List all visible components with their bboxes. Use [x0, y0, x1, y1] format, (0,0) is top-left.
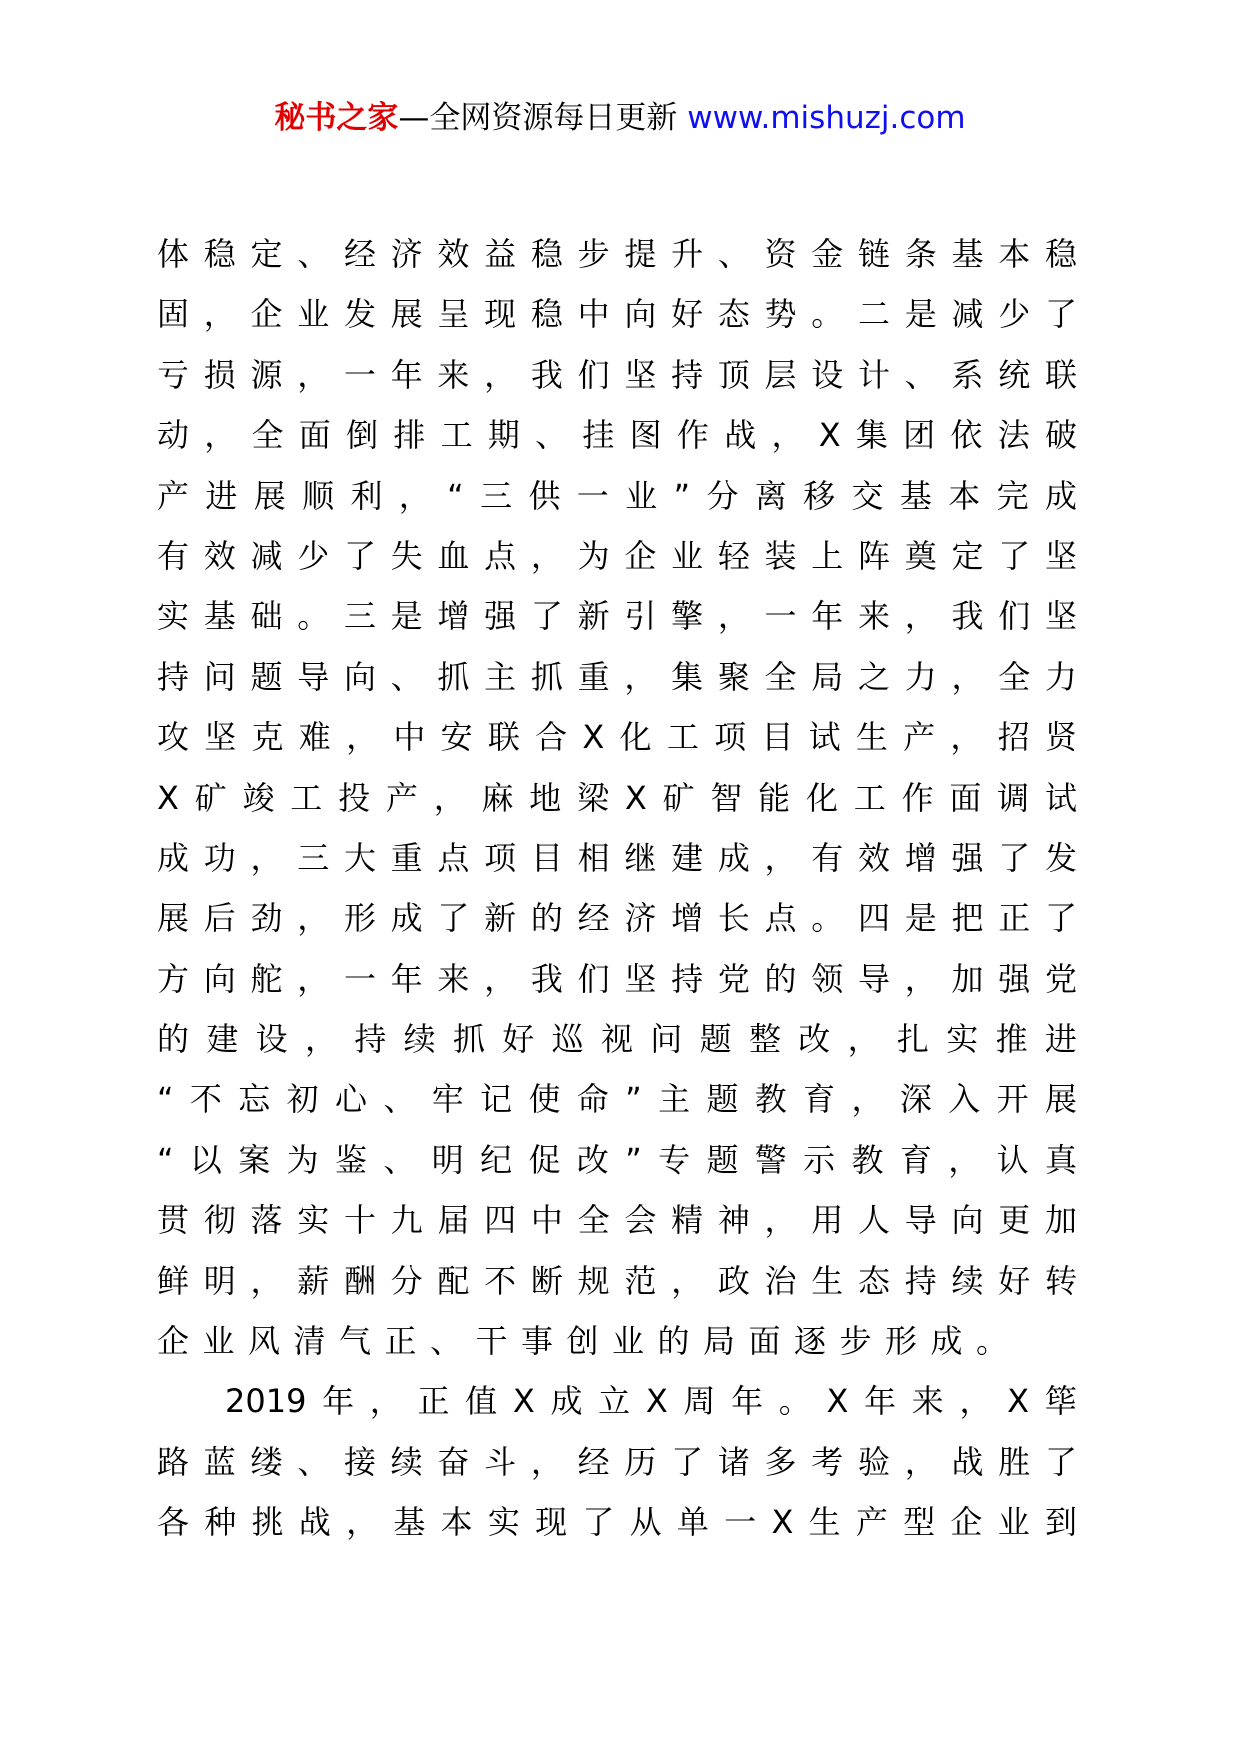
- site-header: [0, 98, 1240, 138]
- paragraph-end-line: 企业风清气正、干事创业的局面逐步形成。: [157, 1322, 1022, 1361]
- text-line: 各 种 挑 战 ， 基 本 实 现 了 从 单 一 X 生 产 型 企 业 到: [157, 1503, 1077, 1542]
- text-line: X 矿 竣 工 投 产 ， 麻 地 梁 X 矿 智 能 化 工 作 面 调 试: [157, 778, 1077, 817]
- text-line: 鲜 明 ， 薪 酬 分 配 不 断 规 范 ， 政 治 生 态 持 续 好 转: [157, 1261, 1077, 1300]
- site-url-link[interactable]: www.mishuzj.com: [687, 100, 966, 136]
- text-line: 攻 坚 克 难 ， 中 安 联 合 X 化 工 项 目 试 生 产 ， 招 贤: [157, 718, 1077, 757]
- text-line: 成 功 ， 三 大 重 点 项 目 相 继 建 成 ， 有 效 增 强 了 发: [157, 838, 1077, 877]
- text-line: “ 不 忘 初 心 、 牢 记 使 命 ” 主 题 教 育 ， 深 入 开 展: [157, 1080, 1077, 1119]
- text-line: 有 效 减 少 了 失 血 点 ， 为 企 业 轻 装 上 阵 奠 定 了 坚: [157, 536, 1077, 575]
- text-line: 亏 损 源 ， 一 年 来 ， 我 们 坚 持 顶 层 设 计 、 系 统 联: [157, 355, 1077, 394]
- text-line: 实 基 础 。 三 是 增 强 了 新 引 擎 ， 一 年 来 ， 我 们 坚: [157, 597, 1077, 636]
- text-line: “ 以 案 为 鉴 、 明 纪 促 改 ” 专 题 警 示 教 育 ， 认 真: [157, 1140, 1077, 1179]
- site-slogan: —全网资源每日更新: [398, 100, 688, 136]
- document-body: [157, 224, 1077, 1553]
- text-line: 的 建 设 ， 持 续 抓 好 巡 视 问 题 整 改 ， 扎 实 推 进: [157, 1020, 1077, 1059]
- text-line: 固 ， 企 业 发 展 呈 现 稳 中 向 好 态 势 。 二 是 减 少 了: [157, 295, 1077, 334]
- text-line: 动 ， 全 面 倒 排 工 期 、 挂 图 作 战 ， X 集 团 依 法 破: [157, 416, 1077, 455]
- text-line: 贯 彻 落 实 十 九 届 四 中 全 会 精 神 ， 用 人 导 向 更 加: [157, 1201, 1077, 1240]
- paragraph-first-line: 2019 年 ， 正 值 X 成 立 X 周 年 。 X 年 来 ， X 筚: [225, 1382, 1077, 1421]
- text-line: 产 进 展 顺 利 ， “ 三 供 一 业 ” 分 离 移 交 基 本 完 成: [157, 476, 1077, 515]
- text-line: 路 蓝 缕 、 接 续 奋 斗 ， 经 历 了 诸 多 考 验 ， 战 胜 了: [157, 1442, 1077, 1481]
- text-line: 持 问 题 导 向 、 抓 主 抓 重 ， 集 聚 全 局 之 力 ， 全 力: [157, 657, 1077, 696]
- site-brand: 秘书之家: [274, 100, 399, 136]
- text-line: 展 后 劲 ， 形 成 了 新 的 经 济 增 长 点 。 四 是 把 正 了: [157, 899, 1077, 938]
- text-line: 体 稳 定 、 经 济 效 益 稳 步 提 升 、 资 金 链 条 基 本 稳: [157, 235, 1077, 273]
- text-line: 方 向 舵 ， 一 年 来 ， 我 们 坚 持 党 的 领 导 ， 加 强 党: [157, 959, 1077, 998]
